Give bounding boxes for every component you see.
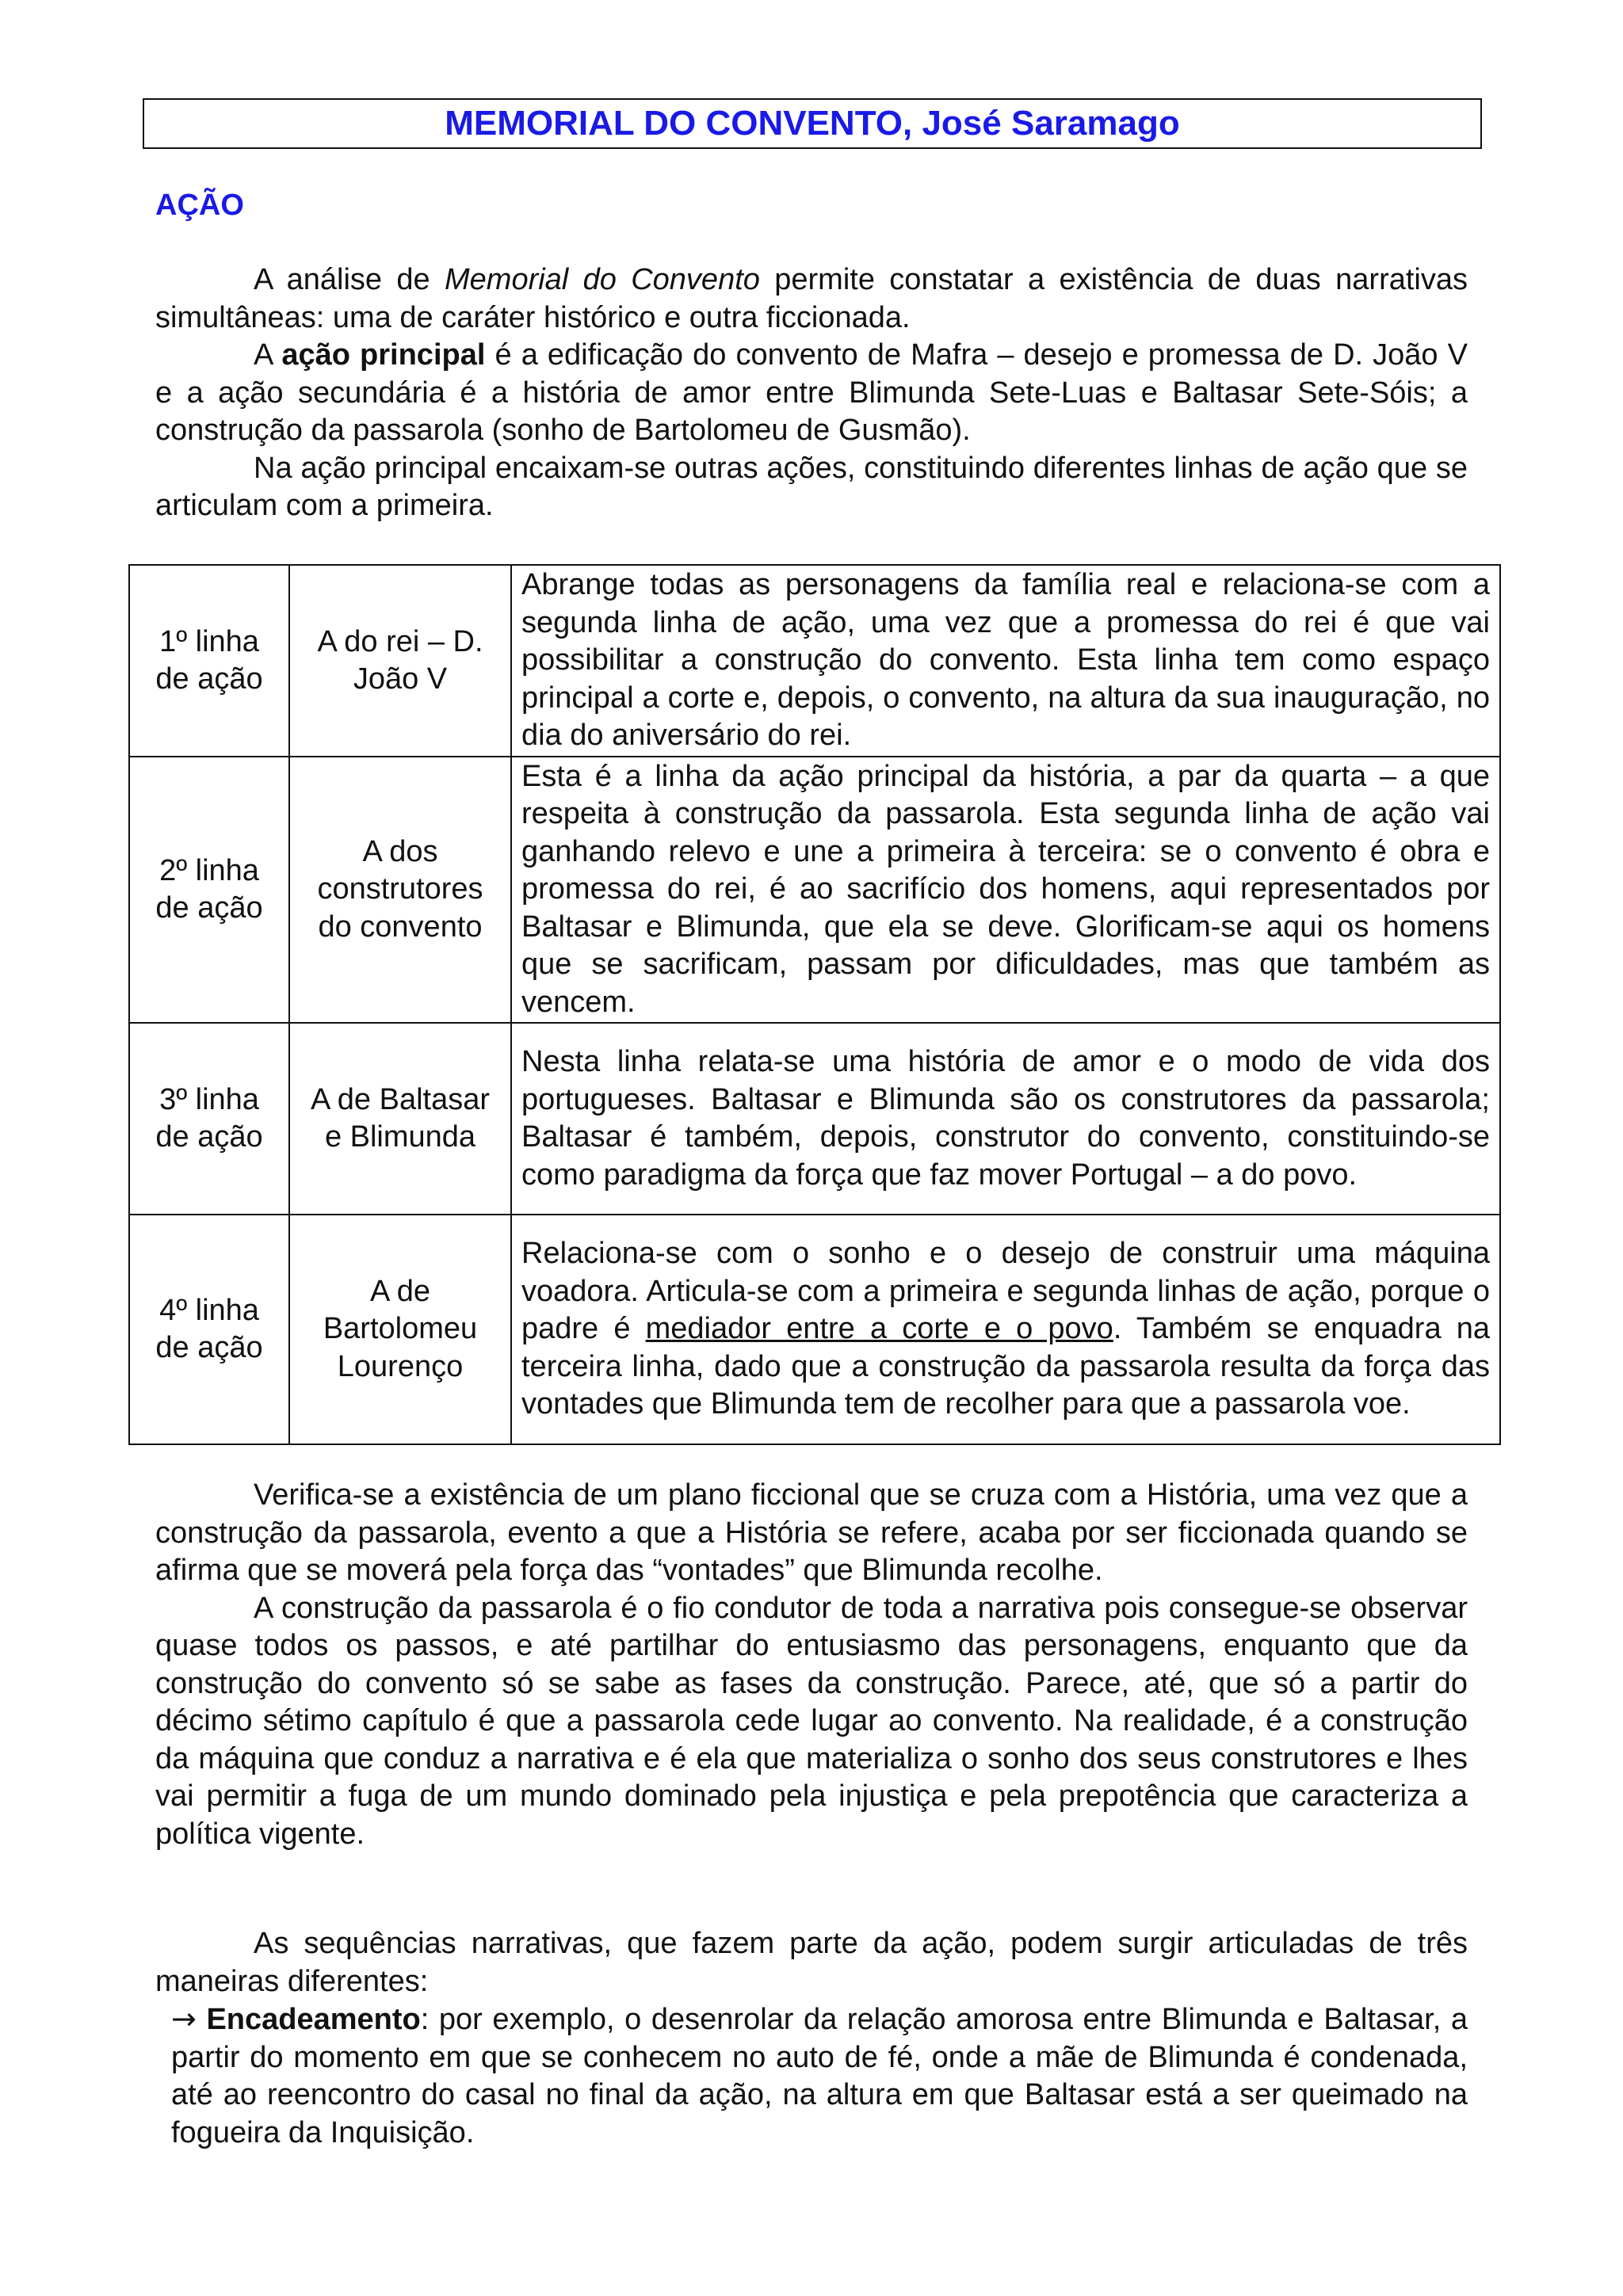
description-cell: [511, 1215, 1500, 1444]
actor-cell: [289, 565, 511, 757]
actor-label: A de Baltasar e Blimunda: [310, 1082, 491, 1154]
description-cell: Esta é a linha da ação principal da história, a par da quarta – a que respeita à construção da passarola. Esta segunda linha de ação vai ganhando relevo e une a primeira à terceira: se o convento é obra e promessa do rei, é ao sacrifício dos homens, aqui representados por Baltasar e Blimunda, que ela se deve. Glorificam-se aqui os homens que se sacrificam, passam por dificuldades, mas que também as vencem.: [511, 757, 1500, 1023]
table-row: [129, 1215, 1500, 1444]
actor-cell: [289, 1215, 511, 1444]
intro-p2-bold: ação principal: [281, 338, 486, 372]
analysis-paragraph-1: Verifica-se a existência de um plano ficcional que se cruza com a História, uma vez que a construção da passarola, evento a que a História se refere, acaba por ser ficcionada quando se afirma que se moverá pela força das “vontades” que Blimunda recolhe.: [155, 1478, 1468, 1587]
description-cell: Abrange todas as personagens da família real e relaciona-se com a segunda linha de ação, uma vez que a promessa do rei é que vai possibilitar a construção do convento. Esta linha tem como espaço principal a corte e, depois, o convento, na altura da sua inauguração, no dia do aniversário do rei.: [511, 565, 1500, 757]
description-underlined: mediador entre a corte e o povo: [645, 1312, 1113, 1346]
line-number: 3º linha de ação: [155, 1082, 263, 1154]
intro-p2-pre: A: [254, 338, 282, 372]
table-row: [129, 565, 1500, 757]
analysis-text: [155, 1477, 1468, 1853]
intro-text: [155, 261, 1468, 525]
actor-cell: [289, 1023, 511, 1215]
arrow-right-icon: →: [171, 2001, 197, 2036]
description-post: . Também se enquadra na terceira linha, dado que a construção da passarola resulta da força das vontades que Blimunda tem de recolher para que a passarola voe.: [521, 1312, 1490, 1421]
line-number: 2º linha de ação: [155, 853, 263, 925]
sequences-bullet: [155, 2000, 1468, 2152]
actor-label: A dos construtores do convento: [317, 834, 483, 944]
intro-paragraph-3: Na ação principal encaixam-se outras ações, constituindo diferentes linhas de ação que se articulam com a primeira.: [155, 451, 1468, 522]
intro-p2-post: é a edificação do convento de Mafra – desejo e promessa de D. João V e a ação secundária é a história de amor entre Blimunda Sete-Luas e Baltasar Sete-Sóis; a construção da passarola (sonho de Bartolomeu de Gusmão).: [155, 338, 1468, 447]
description-cell: Nesta linha relata-se uma história de amor e o modo de vida dos portugueses. Baltasar e Blimunda são os construtores da passarola; Baltasar é também, depois, construtor do convento, constituindo-se como paradigma da força que faz mover Portugal – a do povo.: [511, 1023, 1500, 1215]
table-row: [129, 757, 1500, 1023]
actor-cell: [289, 757, 511, 1023]
sequences-paragraph: As sequências narrativas, que fazem parte da ação, podem surgir articuladas de três maneiras diferentes:: [155, 1927, 1468, 1998]
intro-paragraph-2: [155, 337, 1468, 450]
bullet-text: : por exemplo, o desenrolar da relação amorosa entre Blimunda e Baltasar, a partir do momento em que se conhecem no auto de fé, onde a mãe de Blimunda é condenada, até ao reencontro do casal no final da ação, na altura em que Baltasar está a ser queimado na fogueira da Inquisição.: [171, 2003, 1468, 2149]
section-heading: AÇÃO: [155, 189, 244, 222]
line-number: 1º linha de ação: [155, 624, 263, 696]
actor-label: A do rei – D. João V: [317, 624, 483, 696]
line-number-cell: [129, 1023, 289, 1215]
line-number-cell: [129, 757, 289, 1023]
line-number-cell: [129, 1215, 289, 1444]
intro-p1-post: permite constatar a existência de duas narrativas simultâneas: uma de caráter histórico e outra ficcionada.: [155, 263, 1468, 334]
actor-label: A de Bartolomeu Lourenço: [323, 1274, 478, 1383]
bullet-term: Encadeamento: [206, 2003, 421, 2036]
line-number: 4º linha de ação: [155, 1293, 263, 1364]
analysis-paragraph-2: A construção da passarola é o fio condutor de toda a narrativa pois consegue-se observar quase todos os passos, e até partilhar do entusiasmo das personagens, enquanto que da construção do convento só se sabe as fases da construção. Parece, até, que só a partir do décimo sétimo capítulo é que a passarola cede lugar ao convento. Na realidade, é a construção da máquina que conduz a narrativa e é ela que materializa o sonho dos seus construtores e lhes vai permitir a fuga de um mundo dominado pela injustiça e pela prepotência que caracteriza a política vigente.: [155, 1591, 1468, 1851]
sequences-text: [155, 1925, 1468, 2152]
action-lines-table: [128, 564, 1501, 1445]
table-row: [129, 1023, 1500, 1215]
document-title: [143, 98, 1482, 149]
description-pre: Relaciona-se com o sonho e o desejo de construir uma máquina voadora. Articula-se com a primeira e segunda linhas de ação, porque o padre é: [521, 1237, 1490, 1346]
document-title-text: MEMORIAL DO CONVENTO, José Saramago: [445, 104, 1180, 143]
intro-p1-pre: A análise de: [254, 263, 445, 296]
intro-p1-italic: Memorial do Convento: [445, 263, 760, 296]
intro-paragraph-1: [155, 261, 1468, 337]
line-number-cell: [129, 565, 289, 757]
